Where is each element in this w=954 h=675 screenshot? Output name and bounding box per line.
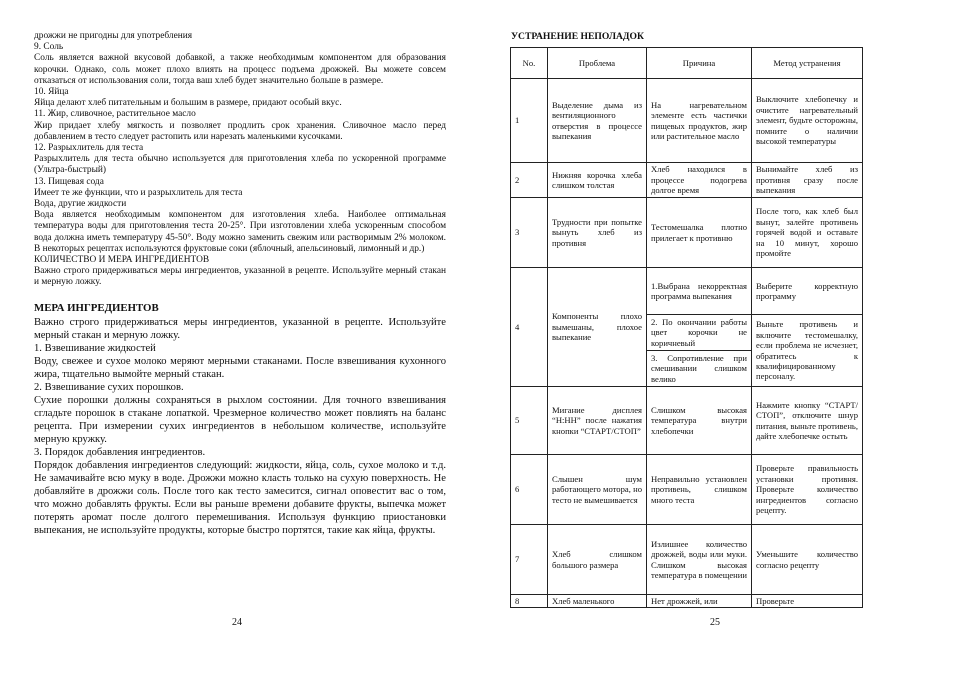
table-row [511,268,863,315]
row-cause: 3. Сопротивление при смешивании слишком велико [647,351,752,387]
row-solution: Вынимайте хлеб из противня сразу после выпекания [752,163,863,198]
liquid-title: 1. Взвешивание жидкостей [34,342,156,354]
loosener-text: Разрыхлитель для теста обычно используется для приготовления хлеба по ускоренной программе (Ультра-быстрый) [34,154,446,176]
row-problem: Компоненты плохо вымешаны, плохое выпекание [548,268,647,387]
order-title: 3. Порядок добавления ингредиентов. [34,446,206,458]
row-number: 8 [511,595,548,608]
eggs-text: Яйца делают хлеб питательным и большим в размере, придают особый вкус. [34,98,342,109]
loosener-title: 12. Разрыхлитель для теста [34,143,144,154]
table-row [511,595,863,608]
measure-intro: Важно строго придерживаться меры ингредиентов, указанной в рецепте. Используйте мерный стакан и мерную ложку. [34,316,446,341]
row-solution: Нажмите кнопку “СТАРТ/СТОП”, отключите шнур питания, выньте противень, дайте хлебопечке остыть [752,387,863,455]
row-solution: Уменьшите количество согласно рецепту [752,525,863,595]
table-row [511,163,863,198]
table-header-row [511,48,863,79]
row-problem: Слышен шум работающего мотора, но тесто не вымешивается [548,455,647,525]
row-number: 3 [511,198,548,268]
table-row [511,387,863,455]
row-problem: Трудности при попытке вынуть хлеб из противня [548,198,647,268]
row-cause: На нагревательном элементе есть частички пищевых продуктов, жир или растительное масло [647,79,752,163]
row-number: 5 [511,387,548,455]
header-problem: Проблема [548,48,647,79]
header-no: No. [511,48,548,79]
header-solution: Метод устранения [752,48,863,79]
row-number: 6 [511,455,548,525]
row-cause: 1.Выбрана некорректная программа выпекания [647,268,752,315]
row-solution: Проверьте [752,595,863,608]
table-row [511,198,863,268]
row-problem: Хлеб маленького [548,595,647,608]
page-number-left: 24 [232,617,242,628]
line-yeast: дрожжи не пригодны для употребления [34,31,193,41]
water-text: Вода является необходимым компонентом для изготовления хлеба. Наиболее оптимальная температура воды для приготовления теста 20-25°. При изготовлении хлеба ускоренным способом вода должна иметь температуру 45-50°. Воду можно заменить свежим или растворимым 2% молоком. В некоторых рецептах используются фруктовые соки (яблочный, апельсиновый, лимонный и др.) [34,210,446,254]
row-solution: Проверьте правильность установки противня. Проверьте количество ингредиентов согласно рецепту. [752,455,863,525]
salt-title: 9. Соль [34,42,64,53]
water-title: Вода, другие жидкости [34,199,127,210]
order-text: Порядок добавления ингредиентов следующий: жидкости, яйца, соль, сухое молоко и т.д. Не замачивайте всю муку в воде. Дрожжи можно класть только на сухую поверхность. Не добавляйте в дрожжи соль. После того как тесто замесится, сигнал оповестит вас о том, что можно добавлять фрукты. Если вы раньше времени добавите фрукты, выпечка может потерять аромат после долгого перемешивания. Используя функцию приостановки выпекания, не используйте продукты, которые быстро портятся, такие как яйца, фрукты. [34,459,446,536]
measure-heading: МЕРА ИНГРЕДИЕНТОВ [34,301,159,314]
row-cause: Тестомешалка плотно прилегает к противню [647,198,752,268]
row-problem: Мигание дисплея “H:HH” после нажатия кнопки “СТАРТ/СТОП” [548,387,647,455]
row-cause: Неправильно установлен противень, слишком много теста [647,455,752,525]
row-number: 2 [511,163,548,198]
row-problem: Нижняя корочка хлеба слишком толстая [548,163,647,198]
page-number-right: 25 [710,617,720,628]
row-number: 1 [511,79,548,163]
table-row [511,525,863,595]
table-row [511,455,863,525]
qty-text: Важно строго придерживаться меры ингредиентов, указанной в рецепте. Используйте мерный стакан и мерную ложку. [34,266,446,288]
soda-text: Имеет те же функции, что и разрыхлитель для теста [34,187,243,198]
salt-text: Соль является важной вкусовой добавкой, а также необходимым компонентом для образования корочки. Однако, соль может плохо влиять на процесс подъема дрожжей. Вы можете совсем отказаться от использования соли, тогда ваш хлеб будет значительно больше в размере. [34,53,446,86]
liquid-text: Воду, свежее и сухое молоко меряют мерными стаканами. После взвешивания кухонного жира, тщательно вымойте мерный стакан. [34,355,446,380]
soda-title: 13. Пищевая сода [34,176,104,187]
row-solution: После того, как хлеб был вынут, залейте противень горячей водой и оставьте на 10 минут, хорошо промойте [752,198,863,268]
row-problem: Хлеб слишком большого размера [548,525,647,595]
row-number: 4 [511,268,548,387]
row-cause: Нет дрожжей, или [647,595,752,608]
qty-title: КОЛИЧЕСТВО И МЕРА ИНГРЕДИЕНТОВ [34,255,210,266]
table-row [511,79,863,163]
row-solution: Выключите хлебопечку и очистите нагревательный элемент, будьте осторожны, помните о наличии высокой температуры [752,79,863,163]
row-cause: 2. По окончании работы цвет корочки не коричневый [647,315,752,351]
row-solution: Выньте противень и включите тестомешалку, если проблема не исчезнет, обратитесь к квалифицированному персоналу. [752,315,863,387]
eggs-title: 10. Яйца [34,87,69,98]
fat-title: 11. Жир, сливочное, растительное масло [34,109,196,120]
row-cause: Слишком высокая температура внутри хлебопечки [647,387,752,455]
row-cause: Хлеб находился в процессе подогрева долгое время [647,163,752,198]
troubleshooting-table [510,47,863,608]
row-number: 7 [511,525,548,595]
left-page [34,31,446,537]
row-solution: Выберите корректную программу [752,268,863,315]
dry-text: Сухие порошки должны сохраняться в рыхлом состоянии. Для точного взвешивания сгладьте порошок в стакане лопаткой. Чрезмерное количество может повлиять на баланс рецепта. При измерении сухих ингредиентов в небольшом количестве, используйте мерную кружку. [34,394,446,445]
fat-text: Жир придает хлебу мягкость и позволяет продлить срок хранения. Сливочное масло перед добавлением в тесто следует растопить или нарезать маленькими кусочками. [34,120,446,142]
dry-title: 2. Взвешивание сухих порошков. [34,381,184,393]
header-cause: Причина [647,48,752,79]
row-cause: Излишнее количество дрожжей, воды или муки. Слишком высокая температура в помещении [647,525,752,595]
row-problem: Выделение дыма из вентиляционного отверстия в процессе выпекания [548,79,647,163]
troubleshooting-title: УСТРАНЕНИЕ НЕПОЛАДОК [511,31,644,42]
